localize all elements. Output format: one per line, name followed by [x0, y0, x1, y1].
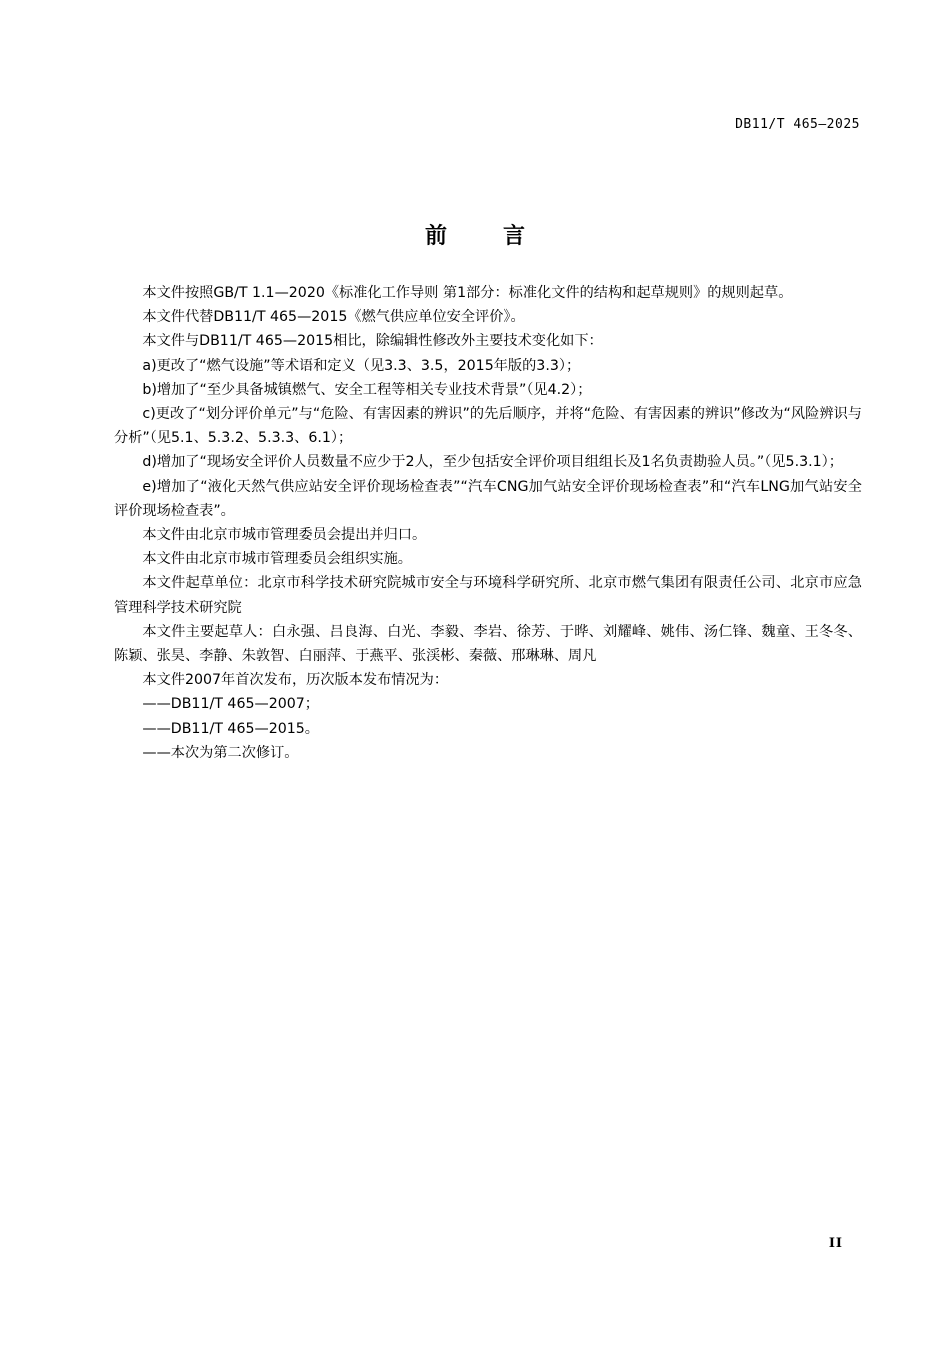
page-title: 前言	[424, 223, 581, 249]
history-item-2015: ——DB11/T 465—2015。	[142, 720, 319, 737]
change-item-c: c)更改了“划分评价单元”与“危险、有害因素的辨识”的先后顺序，并将“危险、有害因素的辨识”修改为“风险辨识与分析”（见5.1、5.3.2、5.3.3、6.1）；	[114, 406, 862, 447]
paragraph-drafters: 本文件主要起草人：白永强、吕良海、白光、李毅、李岩、徐芳、于晔、刘耀峰、姚伟、汤仁锋、魏童、王冬冬、陈颖、张昊、李静、朱敦智、白丽萍、于燕平、张渓彬、秦薇、邢琳琳、周凡	[114, 623, 862, 665]
history-item-current: ——本次为第二次修订。	[142, 744, 299, 761]
change-item-b: b)增加了“至少具备城镇燃气、安全工程等相关专业技术背景”（见4.2）；	[142, 381, 592, 398]
paragraph-drafting-rules: 本文件按照GB/T 1.1—2020《标准化工作导则 第1部分：标准化文件的结构和起草规则》的规则起草。	[142, 285, 793, 301]
change-item-e: e)增加了“液化天然气供应站安全评价现场检查表”“汽车CNG加气站安全评价现场检查表”和“汽车LNG加气站安全评价现场检查表”。	[114, 478, 862, 519]
foreword-body	[114, 281, 862, 765]
history-item-2007: ——DB11/T 465—2007；	[142, 696, 319, 713]
paragraph-replaces: 本文件代替DB11/T 465—2015《燃气供应单位安全评价》。	[142, 309, 525, 326]
page-number: II	[828, 1236, 843, 1251]
paragraph-drafting-units: 本文件起草单位：北京市科学技术研究院城市安全与环境科学研究所、北京市燃气集团有限责任公司、北京市应急管理科学技术研究院	[114, 575, 862, 616]
change-item-a: a)更改了“燃气设施”等术语和定义（见3.3、3.5，2015年版的3.3）；	[142, 357, 581, 374]
change-item-d: d)增加了“现场安全评价人员数量不应少于2人，至少包括安全评价项目组组长及1名负责勘验人员。”（见5.3.1）；	[142, 454, 843, 471]
paragraph-publication-history: 本文件2007年首次发布，历次版本发布情况为：	[142, 672, 449, 689]
paragraph-proposed-by: 本文件由北京市城市管理委员会提出并归口。	[142, 527, 427, 544]
document-code: DB11/T 465—2025	[735, 117, 860, 132]
paragraph-implemented-by: 本文件由北京市城市管理委员会组织实施。	[142, 551, 412, 568]
paragraph-changes-intro: 本文件与DB11/T 465—2015相比，除编辑性修改外主要技术变化如下：	[142, 333, 603, 350]
